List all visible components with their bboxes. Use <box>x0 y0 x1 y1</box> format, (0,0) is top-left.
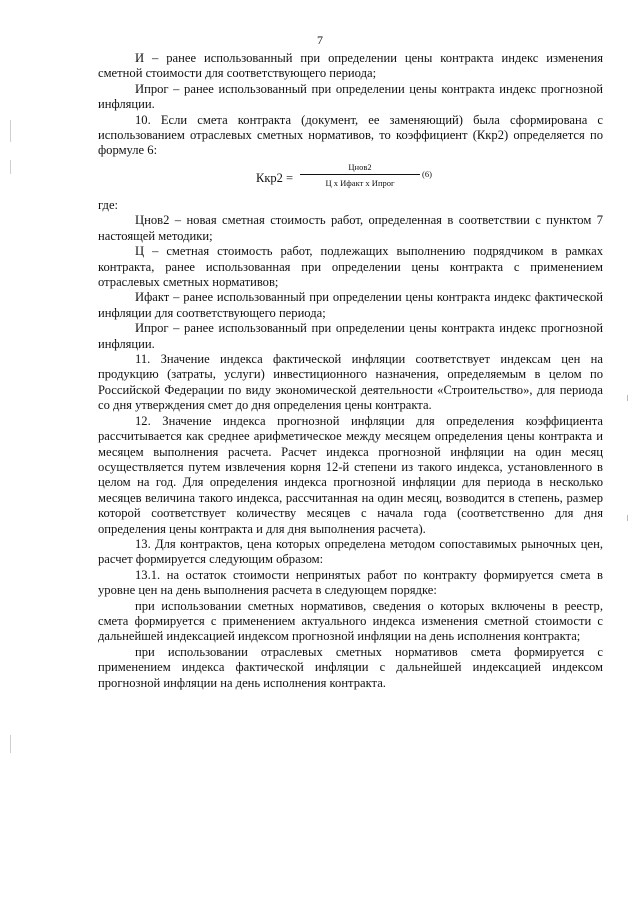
paragraph-10: 10. Если смета контракта (документ, ее заменяющий) была сформирована с использованием отраслевых сметных нормативов, то коэффициент (Ккр2) определяется по формуле 6: <box>98 112 603 158</box>
formula-6 <box>256 162 456 196</box>
paragraph-13: 13. Для контрактов, цена которых определена методом сопоставимых рыночных цен, расчет формируется следующим образом: <box>98 536 603 567</box>
definition-iprog: Ипрог – ранее использованный при определении цены контракта индекс прогнозной инфляции. <box>98 321 603 351</box>
formula-numerator: Цнов2 <box>348 162 372 172</box>
scan-margin-mark <box>10 120 11 142</box>
paragraph-index-definition: И – ранее использованный при определении цены контракта индекс изменения сметной стоимости для соответствующего периода; <box>98 51 603 81</box>
paragraph-11: 11. Значение индекса фактической инфляции соответствует индексам цен на продукцию (затраты, услуги) инвестиционного назначения, определяемым в целом по Российской Федерации по виду экономической деятельности «Строительство», для периода со дня утверждения смет до дня определения цены контракта. <box>98 352 603 413</box>
scan-margin-mark <box>10 160 11 174</box>
text-block-top <box>98 51 603 159</box>
formula-fraction <box>300 162 420 188</box>
paragraph-forecast-index-definition: Ипрог – ранее использованный при определении цены контракта индекс прогнозной инфляции. <box>98 81 603 112</box>
paragraph-12: 12. Значение индекса прогнозной инфляции для определения коэффициента рассчитывается как среднее арифметическое между месяцем определения цены контракта и месяцем выполнения расчета. Расчет индекса прогнозной инфляции на один месяц осуществляется путем извлечения корня 12-й степени из такого индекса, установленного в целом на год. Для определения индекса прогнозной инфляции для периода в несколько месяцев величина такого индекса, рассчитанная на один месяц, возводится в степень, размер которой соответствует количеству месяцев с начала года (соответственно для дня определения цены контракта и для дня выполнения расчета). <box>98 413 603 536</box>
text-block-main <box>98 198 603 691</box>
definition-ifakt: Ифакт – ранее использованный при определении цены контракта индекс фактической инфляции для соответствующего периода; <box>98 290 603 320</box>
paragraph-13-1-a: при использовании сметных нормативов, сведения о которых включены в реестр, смета формируется с применением актуального индекса изменения сметной стоимости с дальнейшей индексацией индексом прогнозной инфляции на день исполнения контракта; <box>98 598 603 644</box>
formula-lhs: Ккр2 = <box>256 171 294 185</box>
definition-ts: Ц – сметная стоимость работ, подлежащих выполнению подрядчиком в рамках контракта, ранее использованная при определении цены контракта с применением отраслевых сметных нормативов; <box>98 244 603 290</box>
paragraph-13-1: 13.1. на остаток стоимости непринятых работ по контракту формируется смета в уровне цен на день выполнения расчета в следующем порядке: <box>98 567 603 598</box>
page-number: 7 <box>317 33 323 47</box>
scan-margin-mark <box>627 395 628 401</box>
definition-tsnov2: Цнов2 – новая сметная стоимость работ, определенная в соответствии с пунктом 7 настоящей методики; <box>98 213 603 243</box>
paragraph-13-1-b: при использовании отраслевых сметных нормативов смета формируется с применением индекса фактической инфляции с дальнейшей индексацией индексом прогнозной инфляции на день исполнения контракта. <box>98 644 603 690</box>
scan-margin-mark <box>10 735 11 753</box>
where-label: где: <box>98 198 119 212</box>
formula-denominator: Ц х Ифакт х Ипрог <box>325 178 395 188</box>
formula-number: (6) <box>422 169 432 179</box>
scan-margin-mark <box>627 515 628 521</box>
